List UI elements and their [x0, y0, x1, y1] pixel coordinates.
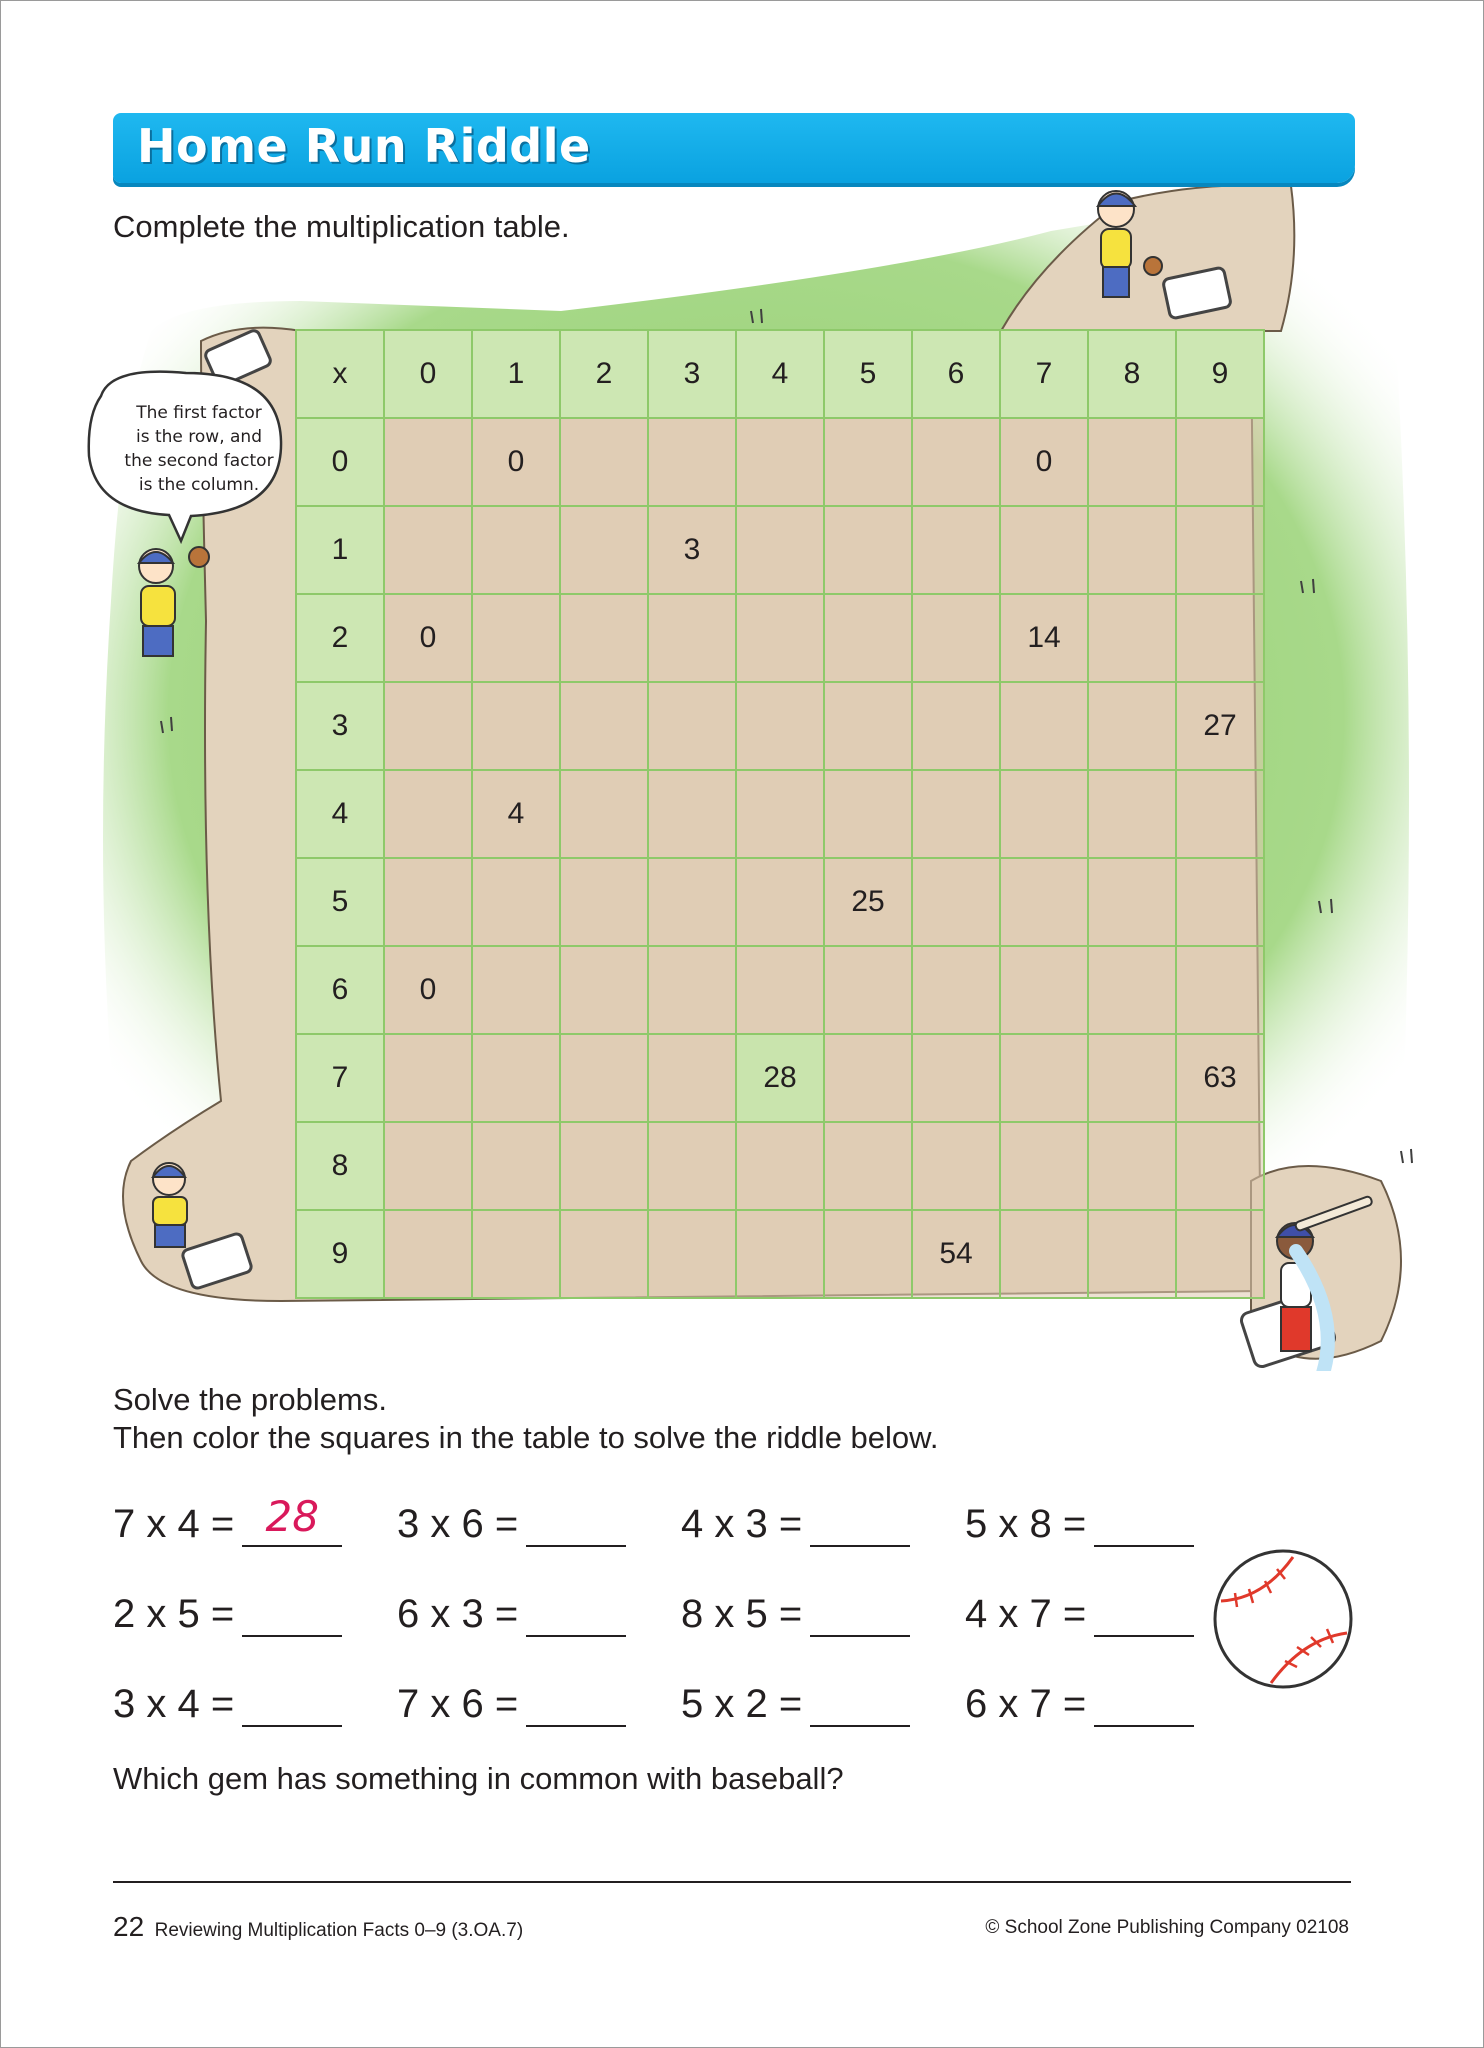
table-instruction: Complete the multiplication table. — [113, 209, 570, 244]
table-cell[interactable] — [736, 946, 824, 1034]
column-header-cell: 9 — [1176, 330, 1264, 418]
problem-equation: 2 x 5 = — [113, 1592, 235, 1636]
problem-equation: 7 x 6 = — [397, 1682, 519, 1726]
table-row — [296, 1034, 1264, 1122]
table-cell[interactable] — [736, 858, 824, 946]
table-cell[interactable] — [1088, 1122, 1176, 1210]
table-cell[interactable] — [1176, 858, 1264, 946]
table-cell[interactable] — [736, 1122, 824, 1210]
table-cell[interactable] — [824, 682, 912, 770]
book-title: Reviewing Multiplication Facts 0–9 (3.OA.7) — [154, 1920, 524, 1941]
speech-bubble-text: The first factor is the row, and the second factor is the column. — [124, 403, 274, 495]
table-cell[interactable] — [912, 682, 1000, 770]
math-problem — [681, 1591, 910, 1641]
table-cell[interactable] — [1000, 858, 1088, 946]
math-problem — [681, 1501, 910, 1551]
answer-blank[interactable] — [810, 1591, 910, 1637]
table-row — [296, 506, 1264, 594]
table-cell[interactable] — [912, 946, 1000, 1034]
answer-blank[interactable] — [526, 1681, 626, 1727]
table-cell[interactable] — [1176, 1122, 1264, 1210]
table-cell[interactable] — [1000, 506, 1088, 594]
table-cell[interactable] — [912, 594, 1000, 682]
table-cell[interactable] — [648, 770, 736, 858]
answer-blank[interactable] — [810, 1501, 910, 1547]
table-cell[interactable]: 54 — [912, 1210, 1000, 1298]
problem-equation: 8 x 5 = — [681, 1592, 803, 1636]
footer-divider — [113, 1881, 1351, 1883]
table-cell[interactable] — [736, 682, 824, 770]
table-cell[interactable] — [1000, 1034, 1088, 1122]
column-header-cell: 3 — [648, 330, 736, 418]
row-header-cell: 6 — [296, 946, 384, 1034]
table-row — [296, 594, 1264, 682]
table-cell[interactable] — [648, 594, 736, 682]
table-cell[interactable] — [1088, 682, 1176, 770]
table-header-row — [296, 330, 1264, 418]
page-title: Home Run Riddle — [137, 119, 591, 173]
problem-equation: 5 x 8 = — [965, 1502, 1087, 1546]
multiplication-table — [295, 329, 1265, 1299]
footer-left — [113, 1911, 523, 1943]
table-cell[interactable] — [1000, 946, 1088, 1034]
table-cell[interactable] — [384, 506, 472, 594]
title-banner — [113, 113, 1355, 183]
answer-blank[interactable] — [242, 1591, 342, 1637]
table-cell[interactable] — [472, 1034, 560, 1122]
table-cell[interactable] — [560, 858, 648, 946]
table-cell[interactable] — [1176, 770, 1264, 858]
table-cell[interactable]: 63 — [1176, 1034, 1264, 1122]
player-catcher-icon — [153, 1163, 187, 1247]
table-row — [296, 1210, 1264, 1298]
answer-blank[interactable] — [810, 1681, 910, 1727]
answer-blank[interactable] — [242, 1492, 342, 1547]
table-cell[interactable] — [648, 946, 736, 1034]
table-cell[interactable] — [1000, 770, 1088, 858]
table-cell[interactable] — [560, 418, 648, 506]
math-problem — [965, 1681, 1194, 1731]
row-header-cell: 2 — [296, 594, 384, 682]
table-cell[interactable] — [1088, 506, 1176, 594]
answer-blank[interactable] — [242, 1681, 342, 1727]
table-cell[interactable] — [1176, 1210, 1264, 1298]
table-row — [296, 418, 1264, 506]
math-problem — [965, 1591, 1194, 1641]
table-cell[interactable] — [1176, 418, 1264, 506]
math-problem — [681, 1681, 910, 1731]
riddle-question: Which gem has something in common with baseball? — [113, 1761, 844, 1796]
table-cell[interactable] — [648, 1034, 736, 1122]
table-cell[interactable] — [912, 1034, 1000, 1122]
row-header-cell: 3 — [296, 682, 384, 770]
math-problem — [113, 1492, 342, 1551]
table-cell[interactable] — [1176, 946, 1264, 1034]
table-row — [296, 682, 1264, 770]
row-header-cell: 9 — [296, 1210, 384, 1298]
table-cell[interactable]: 14 — [1000, 594, 1088, 682]
table-cell[interactable]: 0 — [384, 594, 472, 682]
table-cell[interactable] — [560, 770, 648, 858]
math-problem — [113, 1591, 342, 1641]
table-cell[interactable] — [1176, 594, 1264, 682]
problem-equation: 6 x 7 = — [965, 1682, 1087, 1726]
table-cell[interactable] — [648, 858, 736, 946]
table-cell[interactable] — [912, 506, 1000, 594]
answer-blank[interactable] — [1094, 1501, 1194, 1547]
row-header-cell: 0 — [296, 418, 384, 506]
problem-equation: 4 x 7 = — [965, 1592, 1087, 1636]
table-cell[interactable] — [472, 946, 560, 1034]
column-header-cell: 2 — [560, 330, 648, 418]
table-cell[interactable] — [1088, 418, 1176, 506]
table-cell[interactable]: 27 — [1176, 682, 1264, 770]
column-header-cell: 4 — [736, 330, 824, 418]
table-cell[interactable] — [1088, 594, 1176, 682]
table-cell[interactable] — [824, 770, 912, 858]
baseball-seam-icon — [1213, 1549, 1355, 1691]
table-cell[interactable] — [736, 594, 824, 682]
table-cell[interactable] — [384, 418, 472, 506]
answer-blank[interactable] — [1094, 1681, 1194, 1727]
table-cell[interactable] — [384, 682, 472, 770]
row-header-cell: 7 — [296, 1034, 384, 1122]
copyright-text: © School Zone Publishing Company 02108 — [985, 1917, 1349, 1938]
table-cell[interactable] — [472, 506, 560, 594]
table-cell[interactable] — [560, 594, 648, 682]
table-cell[interactable] — [912, 770, 1000, 858]
table-cell[interactable] — [648, 1122, 736, 1210]
table-cell[interactable] — [1088, 946, 1176, 1034]
table-cell[interactable]: 4 — [472, 770, 560, 858]
table-cell[interactable] — [472, 858, 560, 946]
table-cell[interactable]: 0 — [384, 946, 472, 1034]
page-number: 22 — [113, 1911, 145, 1942]
table-cell[interactable] — [472, 682, 560, 770]
table-cell[interactable]: 3 — [648, 506, 736, 594]
column-header-cell: 5 — [824, 330, 912, 418]
table-cell[interactable] — [384, 1122, 472, 1210]
math-problem — [965, 1501, 1194, 1551]
table-cell[interactable]: 28 — [736, 1034, 824, 1122]
table-cell[interactable]: 0 — [1000, 418, 1088, 506]
table-cell[interactable] — [560, 1034, 648, 1122]
table-row — [296, 946, 1264, 1034]
table-cell[interactable] — [824, 418, 912, 506]
table-cell[interactable] — [560, 682, 648, 770]
table-cell[interactable] — [1000, 682, 1088, 770]
table-cell[interactable] — [560, 506, 648, 594]
table-cell[interactable] — [824, 594, 912, 682]
table-cell[interactable] — [648, 1210, 736, 1298]
table-cell[interactable] — [912, 418, 1000, 506]
row-header-cell: 5 — [296, 858, 384, 946]
table-row — [296, 1122, 1264, 1210]
table-cell[interactable] — [560, 1210, 648, 1298]
table-cell[interactable] — [824, 506, 912, 594]
problem-equation: 7 x 4 = — [113, 1502, 235, 1546]
table-cell[interactable] — [384, 770, 472, 858]
table-cell[interactable] — [384, 1034, 472, 1122]
problem-equation: 5 x 2 = — [681, 1682, 803, 1726]
table-cell[interactable] — [1176, 506, 1264, 594]
table-cell[interactable] — [648, 418, 736, 506]
table-cell[interactable] — [1088, 858, 1176, 946]
table-row — [296, 770, 1264, 858]
row-header-cell: 4 — [296, 770, 384, 858]
table-cell[interactable] — [472, 1210, 560, 1298]
problem-equation: 3 x 4 = — [113, 1682, 235, 1726]
table-cell[interactable] — [824, 946, 912, 1034]
column-header-cell: 8 — [1088, 330, 1176, 418]
math-problem — [397, 1591, 626, 1641]
problem-equation: 3 x 6 = — [397, 1502, 519, 1546]
table-cell[interactable] — [1000, 1210, 1088, 1298]
table-cell[interactable] — [1000, 1122, 1088, 1210]
table-cell[interactable] — [736, 1210, 824, 1298]
answer-blank[interactable] — [526, 1501, 626, 1547]
table-cell[interactable] — [736, 418, 824, 506]
answer-blank[interactable] — [526, 1591, 626, 1637]
table-cell[interactable] — [384, 1210, 472, 1298]
problems-instruction: Solve the problems. Then color the squares in the table to solve the riddle below. — [113, 1382, 939, 1455]
table-cell[interactable]: 25 — [824, 858, 912, 946]
table-cell[interactable] — [472, 594, 560, 682]
table-cell[interactable] — [1088, 1210, 1176, 1298]
table-corner-cell: x — [296, 330, 384, 418]
math-problem — [397, 1501, 626, 1551]
handwritten-answer: 28 — [265, 1492, 319, 1541]
table-cell[interactable] — [472, 1122, 560, 1210]
table-cell[interactable] — [1088, 770, 1176, 858]
table-cell[interactable] — [824, 1122, 912, 1210]
table-cell[interactable] — [912, 1122, 1000, 1210]
table-cell[interactable] — [648, 682, 736, 770]
column-header-cell: 1 — [472, 330, 560, 418]
math-problem — [397, 1681, 626, 1731]
table-cell[interactable] — [824, 1034, 912, 1122]
table-cell[interactable] — [912, 858, 1000, 946]
table-cell[interactable] — [736, 506, 824, 594]
table-row — [296, 858, 1264, 946]
table-cell[interactable] — [560, 946, 648, 1034]
table-cell[interactable]: 0 — [472, 418, 560, 506]
table-cell[interactable] — [384, 858, 472, 946]
row-header-cell: 1 — [296, 506, 384, 594]
problem-equation: 4 x 3 = — [681, 1502, 803, 1546]
table-cell[interactable] — [560, 1122, 648, 1210]
answer-blank[interactable] — [1094, 1591, 1194, 1637]
problem-equation: 6 x 3 = — [397, 1592, 519, 1636]
table-cell[interactable] — [824, 1210, 912, 1298]
column-header-cell: 6 — [912, 330, 1000, 418]
table-cell[interactable] — [1088, 1034, 1176, 1122]
row-header-cell: 8 — [296, 1122, 384, 1210]
column-header-cell: 7 — [1000, 330, 1088, 418]
column-header-cell: 0 — [384, 330, 472, 418]
table-cell[interactable] — [736, 770, 824, 858]
math-problem — [113, 1681, 342, 1731]
